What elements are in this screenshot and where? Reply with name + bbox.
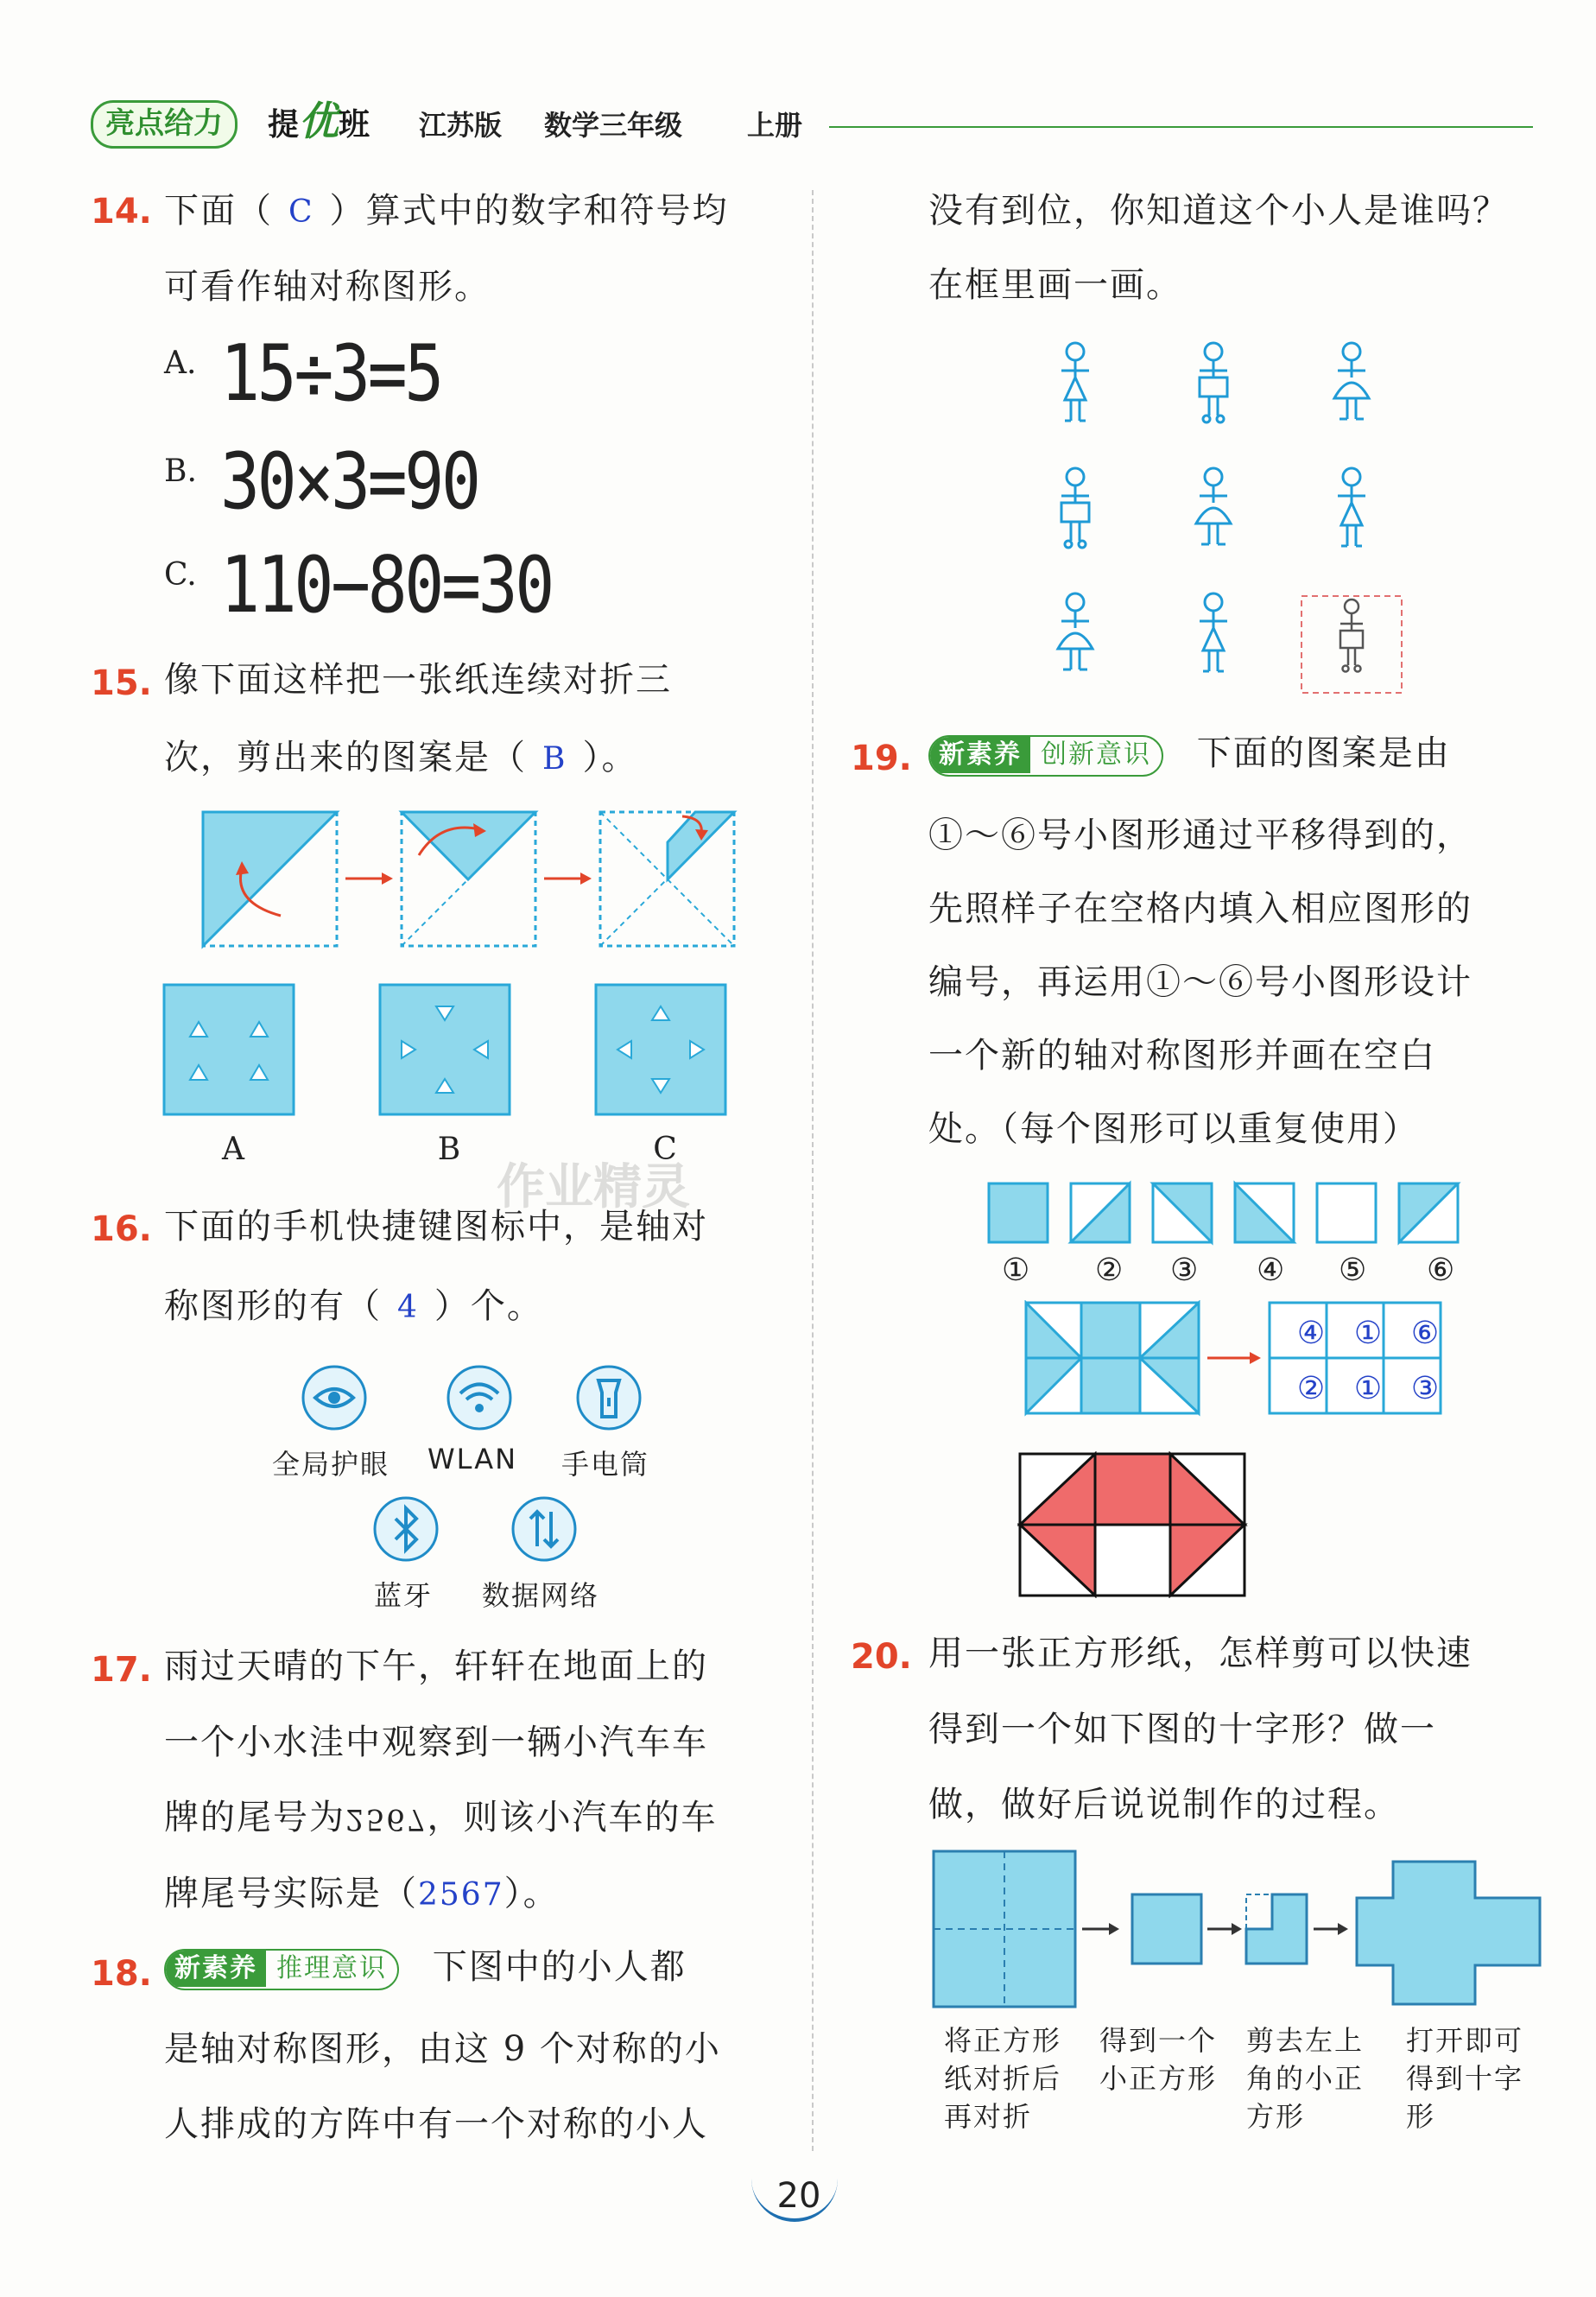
answer-frame — [1302, 596, 1402, 693]
column-divider — [812, 190, 814, 2151]
shape-label-6: ⑥ — [1427, 1253, 1455, 1288]
shape-label-1: ① — [1002, 1253, 1030, 1288]
edition: 江苏版 — [419, 109, 503, 142]
subject: 数学三年级 — [544, 109, 683, 142]
q17-line4: 牌尾号实际是（2567）。 — [164, 1874, 560, 1913]
shape-label-4: ④ — [1257, 1253, 1285, 1288]
q19-shapes — [985, 1179, 1477, 1248]
page-number: 20 — [751, 2170, 846, 2222]
icon-label-wlan: WLAN — [428, 1443, 518, 1475]
page-header — [91, 97, 1533, 149]
q14-opt-b-expr: 30×3=90 — [220, 436, 478, 527]
q17-answer: 2567 — [418, 1877, 504, 1913]
fold-arrow-2 — [544, 872, 592, 885]
shape-label-5: ⑤ — [1339, 1253, 1367, 1288]
figure-1 — [1061, 343, 1089, 421]
q14-line2: 可看作轴对称图形。 — [164, 267, 491, 307]
cut-arrow-1 — [1082, 1923, 1119, 1935]
q14-answer: C — [288, 194, 314, 230]
q19-line1: 新素养 创新意识 下面的图案是由 — [928, 734, 1451, 777]
shape-1 — [989, 1183, 1048, 1242]
q19-number: 19. — [851, 739, 912, 778]
q17-mirrored-number: 2567 — [345, 1802, 428, 1837]
shape-3 — [1153, 1183, 1212, 1242]
shape-6 — [1399, 1183, 1458, 1242]
q15-label-c: C — [653, 1132, 677, 1167]
icon-label-data: 数据网络 — [482, 1579, 600, 1612]
q15-line1: 像下面这样把一张纸连续对折三 — [164, 660, 672, 700]
cut-step-1 — [934, 1851, 1075, 2007]
q14-opt-b-label: B. — [164, 454, 197, 489]
cut-arrow-2 — [1207, 1923, 1242, 1935]
q18-line4: 没有到位，你知道这个小人是谁吗？ — [928, 191, 1509, 231]
q19-line2: ①～⑥号小图形通过平移得到的， — [928, 815, 1472, 855]
fold-step-2 — [402, 812, 535, 946]
q15-number: 15. — [91, 663, 152, 703]
q20-number: 20. — [851, 1637, 912, 1677]
q15-fold-diagram — [199, 808, 743, 955]
q17-line3: 牌的尾号为2567，则该小汽车的车 — [164, 1798, 718, 1837]
mobile-data-icon — [513, 1498, 575, 1560]
q14-opt-c-label: C. — [164, 557, 197, 593]
q15-options — [160, 980, 747, 1119]
q17-line1: 雨过天晴的下午，轩轩在地面上的 — [164, 1647, 708, 1686]
figure-3 — [1334, 343, 1369, 419]
q14-line1: 下面（ C ）算式中的数字和符号均 — [164, 191, 729, 231]
q16-line2: 称图形的有（ 4 ）个。 — [164, 1286, 543, 1326]
header-rule — [829, 126, 1533, 128]
q18-tag: 新素养 推理意识 — [164, 1949, 399, 1990]
q14-opt-a-label: A. — [164, 346, 197, 381]
q19-tag: 新素养 创新意识 — [928, 735, 1163, 777]
cut-arrow-3 — [1314, 1923, 1348, 1935]
icon-label-flashlight: 手电筒 — [561, 1448, 650, 1481]
q18-line3: 人排成的方阵中有一个对称的小人 — [164, 2104, 708, 2144]
figure-2 — [1200, 343, 1227, 422]
q18-line2: 是轴对称图形，由这 9 个对称的小 — [164, 2029, 721, 2069]
q15-option-b — [380, 985, 510, 1114]
brand-logo: 亮点给力 — [91, 100, 238, 149]
q15-label-a: A — [222, 1132, 244, 1167]
q15-line2: 次，剪出来的图案是（ B ）。 — [164, 738, 638, 777]
q20-line3: 做，做好后说说制作的过程。 — [928, 1785, 1400, 1824]
bluetooth-icon — [375, 1498, 437, 1560]
q17-line2: 一个小水洼中观察到一辆小汽车车 — [164, 1723, 708, 1762]
q14-number: 14. — [91, 192, 152, 232]
grid-cell-4: ② — [1296, 1371, 1326, 1406]
q15-option-a — [164, 985, 294, 1114]
figure-6 — [1338, 468, 1365, 546]
q18-line1: 新素养 推理意识 下图中的小人都 — [164, 1948, 687, 1990]
q15-option-c — [596, 985, 725, 1114]
drawn-figure — [1340, 600, 1363, 672]
q16-number: 16. — [91, 1209, 152, 1249]
q18-number: 18. — [91, 1954, 152, 1994]
icon-label-eye: 全局护眼 — [272, 1448, 390, 1481]
fold-arrow-1 — [345, 872, 393, 885]
step1-caption: 将正方形 纸对折后 再对折 — [944, 2024, 1062, 2133]
icon-label-bluetooth: 蓝牙 — [374, 1579, 434, 1612]
figure-4 — [1061, 468, 1089, 548]
shape-label-3: ③ — [1170, 1253, 1199, 1288]
figure-7 — [1058, 593, 1092, 669]
q15-label-b: B — [437, 1132, 461, 1167]
q17-number: 17. — [91, 1650, 152, 1690]
fold-step-3 — [600, 812, 734, 946]
series-name: 提优班 — [268, 98, 370, 144]
step3-caption: 剪去左上 角的小正 方形 — [1246, 2024, 1365, 2133]
q14-opt-c-expr: 110−80=30 — [220, 540, 552, 631]
step4-caption: 打开即可 得到十字 形 — [1406, 2024, 1524, 2133]
q19-design — [1017, 1451, 1251, 1598]
cut-step-4 — [1357, 1862, 1540, 2004]
wifi-icon — [448, 1367, 510, 1429]
shape-5 — [1317, 1183, 1376, 1242]
pattern-arrow — [1207, 1352, 1261, 1364]
grid-cell-2: ① — [1353, 1316, 1383, 1351]
q19-line5: 一个新的轴对称图形并画在空白 — [928, 1036, 1436, 1076]
q20-line1: 用一张正方形纸，怎样剪可以快速 — [928, 1634, 1472, 1673]
q20-line2: 得到一个如下图的十字形？做一 — [928, 1710, 1436, 1749]
cut-step-3 — [1246, 1894, 1307, 1964]
shape-2 — [1071, 1183, 1130, 1242]
cut-step-2 — [1132, 1894, 1201, 1964]
shape-label-2: ② — [1095, 1253, 1124, 1288]
grid-cell-1: ④ — [1296, 1316, 1326, 1351]
grid-cell-5: ① — [1353, 1371, 1383, 1406]
grid-cell-6: ③ — [1410, 1371, 1440, 1406]
step2-caption: 得到一个 小正方形 — [1099, 2024, 1218, 2095]
q20-cut-diagram — [931, 1849, 1546, 2013]
q19-line3: 先照样子在空格内填入相应图形的 — [928, 889, 1472, 929]
q14-opt-a-expr: 15÷3=5 — [220, 328, 441, 419]
grid-cell-3: ⑥ — [1410, 1316, 1440, 1351]
q16-answer: 4 — [397, 1290, 419, 1325]
figure-8 — [1200, 593, 1227, 671]
q16-line1: 下面的手机快捷键图标中，是轴对 — [164, 1207, 708, 1247]
q18-line5: 在框里画一画。 — [928, 265, 1182, 305]
shape-4 — [1235, 1183, 1294, 1242]
q18-figure-grid — [1041, 337, 1421, 700]
q19-line6: 处。（每个图形可以重复使用） — [928, 1109, 1419, 1149]
volume: 上册 — [747, 109, 803, 142]
watermark: 作业精灵 — [497, 1159, 690, 1215]
flashlight-icon — [578, 1367, 640, 1429]
figure-5 — [1196, 468, 1231, 544]
eye-icon — [303, 1367, 365, 1429]
fold-step-1 — [203, 812, 337, 946]
q15-answer: B — [542, 741, 567, 777]
q19-line4: 编号，再运用①～⑥号小图形设计 — [928, 962, 1472, 1002]
